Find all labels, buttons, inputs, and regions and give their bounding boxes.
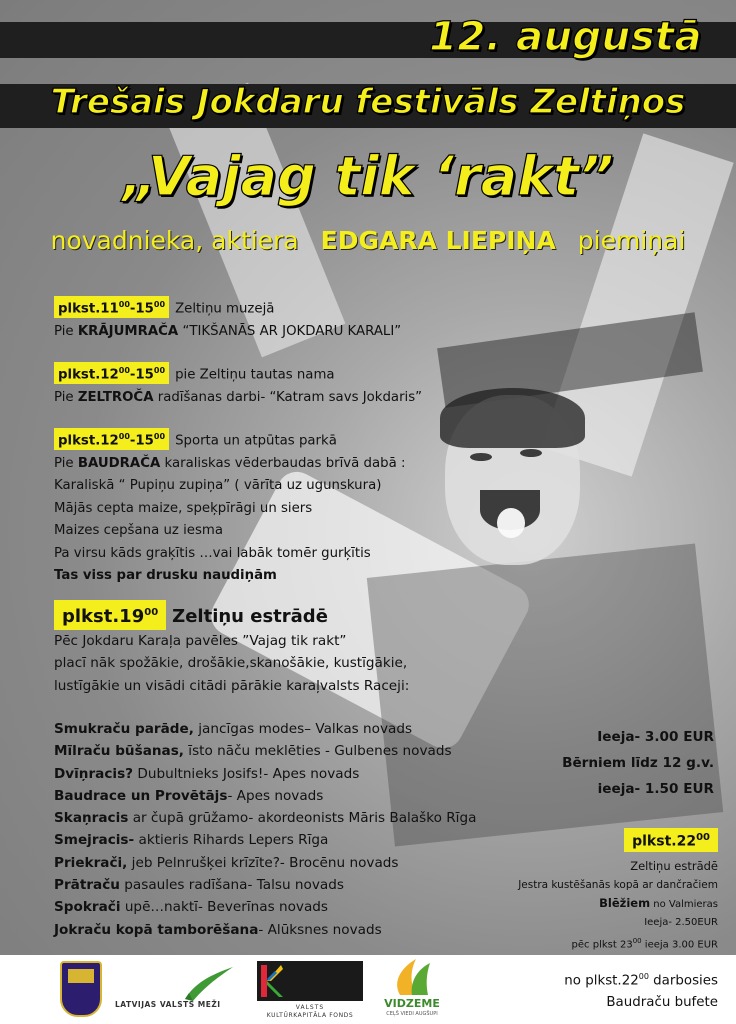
evening-desc: Jestra kustēšanās kopā ar dančračiem [518, 878, 718, 891]
main-event-intro: Pēc Jokdaru Karaļa pavēles ”Vajag tik rakt” [54, 633, 347, 649]
vidzeme-swirl-icon [382, 957, 442, 997]
event-3 [54, 428, 494, 588]
photo-tongue [497, 508, 525, 538]
festival-motto: „Vajag tik ‘rakt” [122, 145, 614, 208]
performer-item: Dvīņracis? Dubultnieks Josifs!- Apes novads [54, 765, 360, 782]
event-2 [54, 362, 494, 409]
main-event-place: Zeltiņu estrādē [172, 606, 328, 627]
lvm-logo: LATVIJAS VALSTS MEŽI [115, 963, 235, 1013]
event-2-desc: Pie ZELTROČA radīšanas darbi- “Katram savs Jokdaris” [54, 389, 423, 405]
event-date: 12. augustā [429, 14, 702, 60]
tree-icon [115, 963, 235, 1003]
dedication: novadnieka, aktiera EDGARA LIEPIŅA piemiņai [50, 226, 686, 255]
evening-place: Zeltiņu estrādē [630, 858, 718, 873]
event-1-time: $plkst.11^{00}-15^{00}$ [54, 296, 169, 318]
performer-item: Priekrači, jeb Pelnrušķei krīzīte?- Brocēnu novads [54, 854, 399, 871]
photo-eye-right [520, 449, 542, 457]
event-2-place: pie Zeltiņu tautas nama [175, 367, 335, 383]
event-3-menu-item: Mājās cepta maize, speķpīrāgi un siers [54, 500, 313, 516]
performer-item: Smejracis- aktieris Rihards Lepers Rīga [54, 832, 329, 849]
evening-event [458, 828, 718, 954]
festival-title: Trešais Jokdaru festivāls Zeltiņos [50, 82, 686, 122]
price-adult: Ieeja- 3.00 EUR [597, 729, 714, 745]
main-event [54, 600, 494, 697]
performer-item: Jokraču kopā tamborēšana- Alūksnes novads [54, 921, 382, 938]
municipality-crest-icon [60, 961, 102, 1017]
event-1-place: Zeltiņu muzejā [175, 301, 275, 317]
sponsor-logos [0, 955, 520, 1024]
price-children: ieeja- 1.50 EUR [597, 781, 714, 797]
buffet-note: no $plkst.22^{00}$ darbosies Baudraču bufete [564, 972, 718, 1011]
performer-item: Prātraču pasaules radīšana- Talsu novads [54, 877, 344, 894]
evening-time: $plkst.22^{00}$ [624, 828, 718, 852]
ticket-prices [562, 724, 714, 802]
event-3-menu-item: Maizes cepšana uz iesma [54, 523, 223, 539]
vkkf-logo: VALSTS KULTŪRKAPITĀLA FONDS [257, 961, 363, 1019]
event-2-time: $plkst.12^{00}-15^{00}$ [54, 362, 169, 384]
main-event-intro: placī nāk spožākie, drošākie,skanošākie, kustīgākie, [54, 655, 408, 672]
performer-item: Smukraču parāde, jancīgas modes– Valkas novads [54, 721, 413, 737]
event-1-desc: Pie KRĀJUMRAČA “TIKŠANĀS AR JOKDARU KARALI” [54, 323, 402, 339]
main-event-time: $plkst.19^{00}$ [54, 600, 166, 630]
price-children-label: Bērniem līdz 12 g.v. [562, 755, 714, 771]
performer-item: Spokrači upē…naktī- Beverīnas novads [54, 899, 329, 916]
performer-item: Mīlraču būšanas, īsto nāču meklēties - Gulbenes novads [54, 743, 452, 760]
vkkf-k-icon [261, 965, 283, 997]
vidzeme-logo: VIDZEME CEĻŠ VIEDI AUGŠUPI [382, 957, 442, 1021]
evening-band: Blēžiem no Valmieras [599, 895, 718, 910]
performer-item: Skaņracis ar čupā grūžamo- akordeonists Māris Balaško Rīga [54, 810, 477, 827]
event-3-menu-item: Karaliskā “ Pupiņu zupiņa” ( vārīta uz ugunskura) [54, 478, 382, 494]
event-3-menu-item: Pa virsu kāds graķītis …vai labāk tomēr gurķītis [54, 545, 371, 561]
performer-item: Baudrace un Provētājs- Apes novads [54, 787, 324, 804]
event-3-desc: Pie BAUDRAČA karaliskas vēderbaudas brīvā dabā : [54, 455, 406, 471]
main-event-intro: lustīgākie un visādi citādi pārākie karaļvalsts Raceji: [54, 677, 410, 694]
evening-late-price: pēc plkst $23^{00}$ ieeja 3.00 EUR [571, 936, 718, 950]
event-1 [54, 296, 494, 343]
event-3-closing: Tas viss par drusku naudiņām [54, 568, 277, 584]
event-3-time: $plkst.12^{00}-15^{00}$ [54, 428, 169, 450]
performer-list [54, 718, 494, 941]
event-3-place: Sporta un atpūtas parkā [175, 433, 337, 449]
evening-price: Ieeja- 2.50EUR [644, 916, 718, 928]
